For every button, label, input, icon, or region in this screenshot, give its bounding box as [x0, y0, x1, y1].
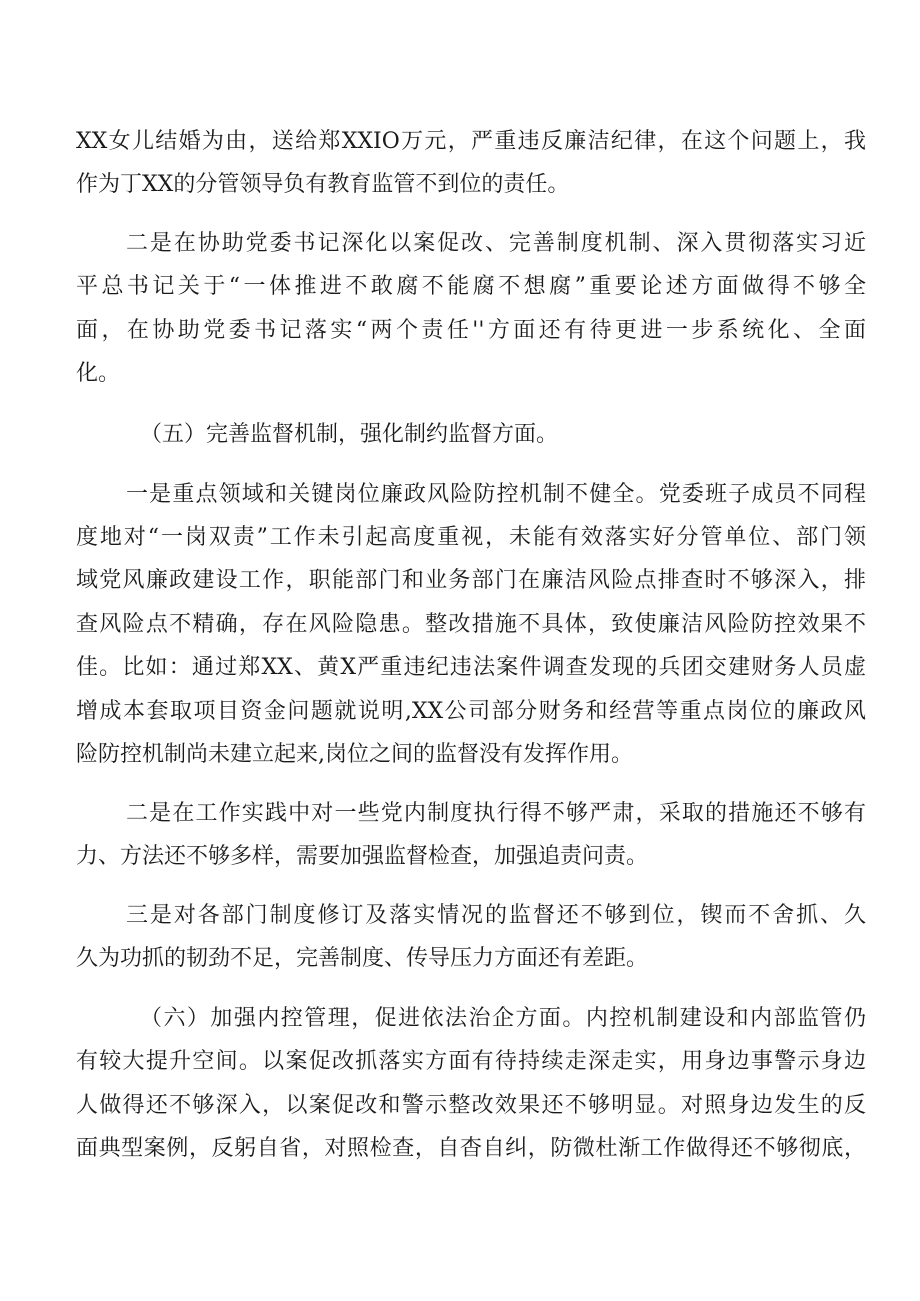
text-line-2: 作为丁XX的分管领导负有教育监管不到位的责任。	[76, 172, 570, 197]
text-line-5: 面，在协助党委书记落实“两个责任''方面还有待更进一步系统化、全面	[76, 318, 866, 343]
text-line-11: 查风险点不精确，存在风险隐患。整改措施不具体，致使廉洁风险防控效果不	[76, 612, 866, 637]
text-line-14: 险防控机制尚未建立起来,岗位之间的监督没有发挥作用。	[76, 742, 633, 767]
section-heading-six: （六）加强内控管理，促进依法治企方面。内控机制建设和内部监管仍	[140, 1006, 866, 1031]
text-line-20: 有较大提升空间。以案促改抓落实方面有待持续走深走实，用身边事警示身边	[76, 1049, 866, 1074]
text-line-22: 面典型案例，反躬自省，对照检查，自杳自纠，防微杜渐工作做得还不够彻底，	[76, 1136, 866, 1161]
text-line-1: XX女儿结婚为由，送给郑XXIO万元，严重违反廉洁纪律，在这个问题上，我	[76, 129, 866, 154]
text-line-13: 增成本套取项目资金问题就说明,XX公司部分财务和经营等重点岗位的廉政风	[76, 699, 866, 724]
section-heading-five: （五）完善监督机制，强化制约监督方面。	[140, 422, 559, 447]
text-line-3: 二是在协助党委书记深化以案促改、完善制度机制、深入贯彻落实习近	[126, 231, 866, 256]
text-line-10: 域党风廉政建设工作，职能部门和业务部门在廉洁风险点排查时不够深入，排	[76, 568, 866, 593]
text-line-9: 度地对“一岗双责”工作未引起高度重视，未能有效落实好分管单位、部门领	[76, 525, 866, 550]
text-line-4: 平总书记关于“一体推进不敢腐不能腐不想腐”重要论述方面做得不够全	[76, 274, 866, 299]
text-line-21: 人做得还不够深入，以案促改和警示整改效果还不够明显。对照身边发生的反	[76, 1093, 866, 1118]
text-line-8: 一是重点领域和关键岗位廉政风险防控机制不健全。党委班子成员不同程	[126, 482, 866, 507]
text-line-6: 化。	[76, 361, 121, 386]
text-line-12: 佳。比如：通过郑XX、黄X严重违纪违法案件调查发现的兵团交建财务人员虚	[76, 655, 866, 680]
text-line-16: 力、方法还不够多样，需要加强监督检查，加强追责问责。	[76, 844, 649, 869]
text-line-18: 久为功抓的韧劲不足，完善制度、传导压力方面还有差距。	[76, 946, 649, 971]
text-line-17: 三是对各部门制度修订及落实情况的监督还不够到位，锲而不舍抓、久	[126, 903, 866, 928]
text-line-15: 二是在工作实践中对一些党内制度执行得不够严肃，采取的措施还不够有	[126, 801, 866, 826]
